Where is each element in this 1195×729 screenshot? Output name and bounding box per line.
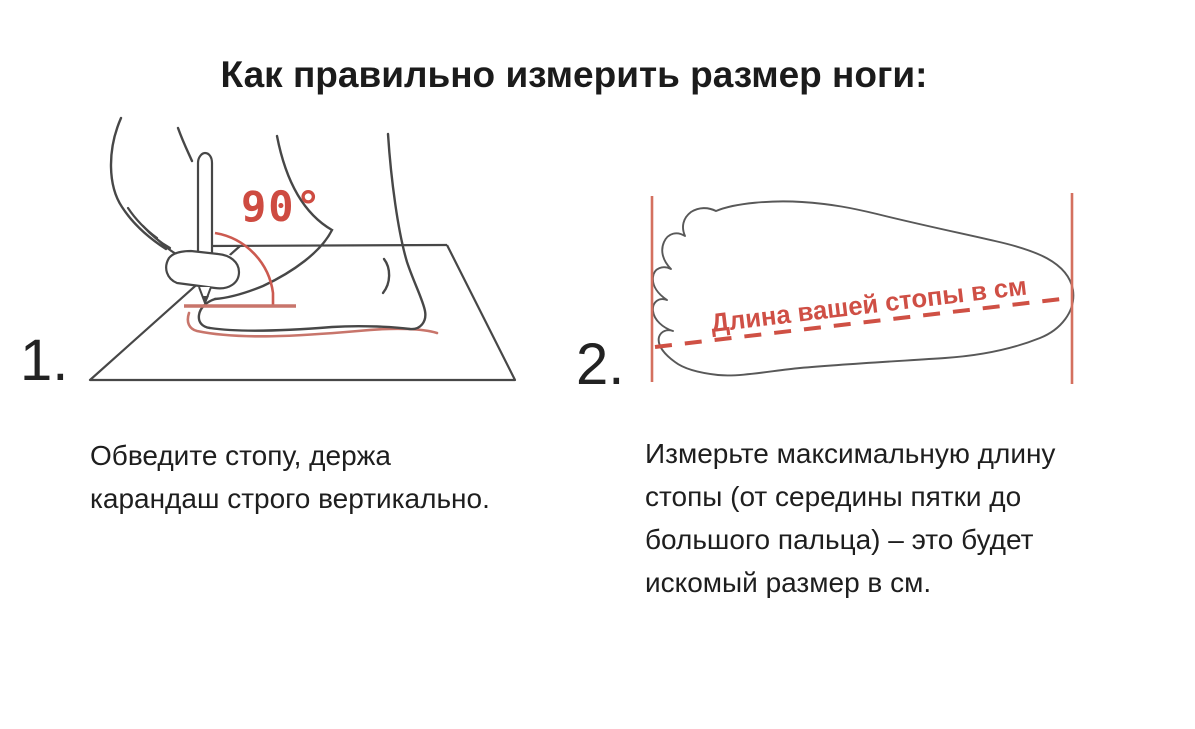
step-1-number: 1. — [20, 328, 69, 393]
caption-line: Измерьте максимальную длину — [645, 438, 1056, 469]
foot-tracing-illustration — [10, 112, 550, 412]
foot-silhouette — [199, 134, 426, 332]
measure-label: Длина вашей стопы в см — [709, 269, 1034, 338]
caption-line: стопы (от середины пятки до — [645, 481, 1022, 512]
caption-line: искомый размер в см. — [645, 567, 932, 598]
angle-horizontal-ray — [206, 245, 447, 246]
grip-finger — [166, 251, 239, 288]
caption-line: большого пальца) – это будет — [645, 524, 1034, 555]
pencil-body — [198, 153, 212, 262]
step-2-number: 2. — [576, 332, 625, 397]
caption-line: карандаш строго вертикально. — [90, 483, 490, 514]
step-1-caption — [90, 434, 490, 520]
foot-outline-illustration — [575, 150, 1140, 400]
page-title: Как правильно измерить размер ноги: — [220, 54, 928, 95]
angle-label: 90° — [241, 182, 323, 231]
caption-line: Обведите стопу, держа — [90, 440, 391, 471]
step-2-caption — [645, 432, 1055, 604]
